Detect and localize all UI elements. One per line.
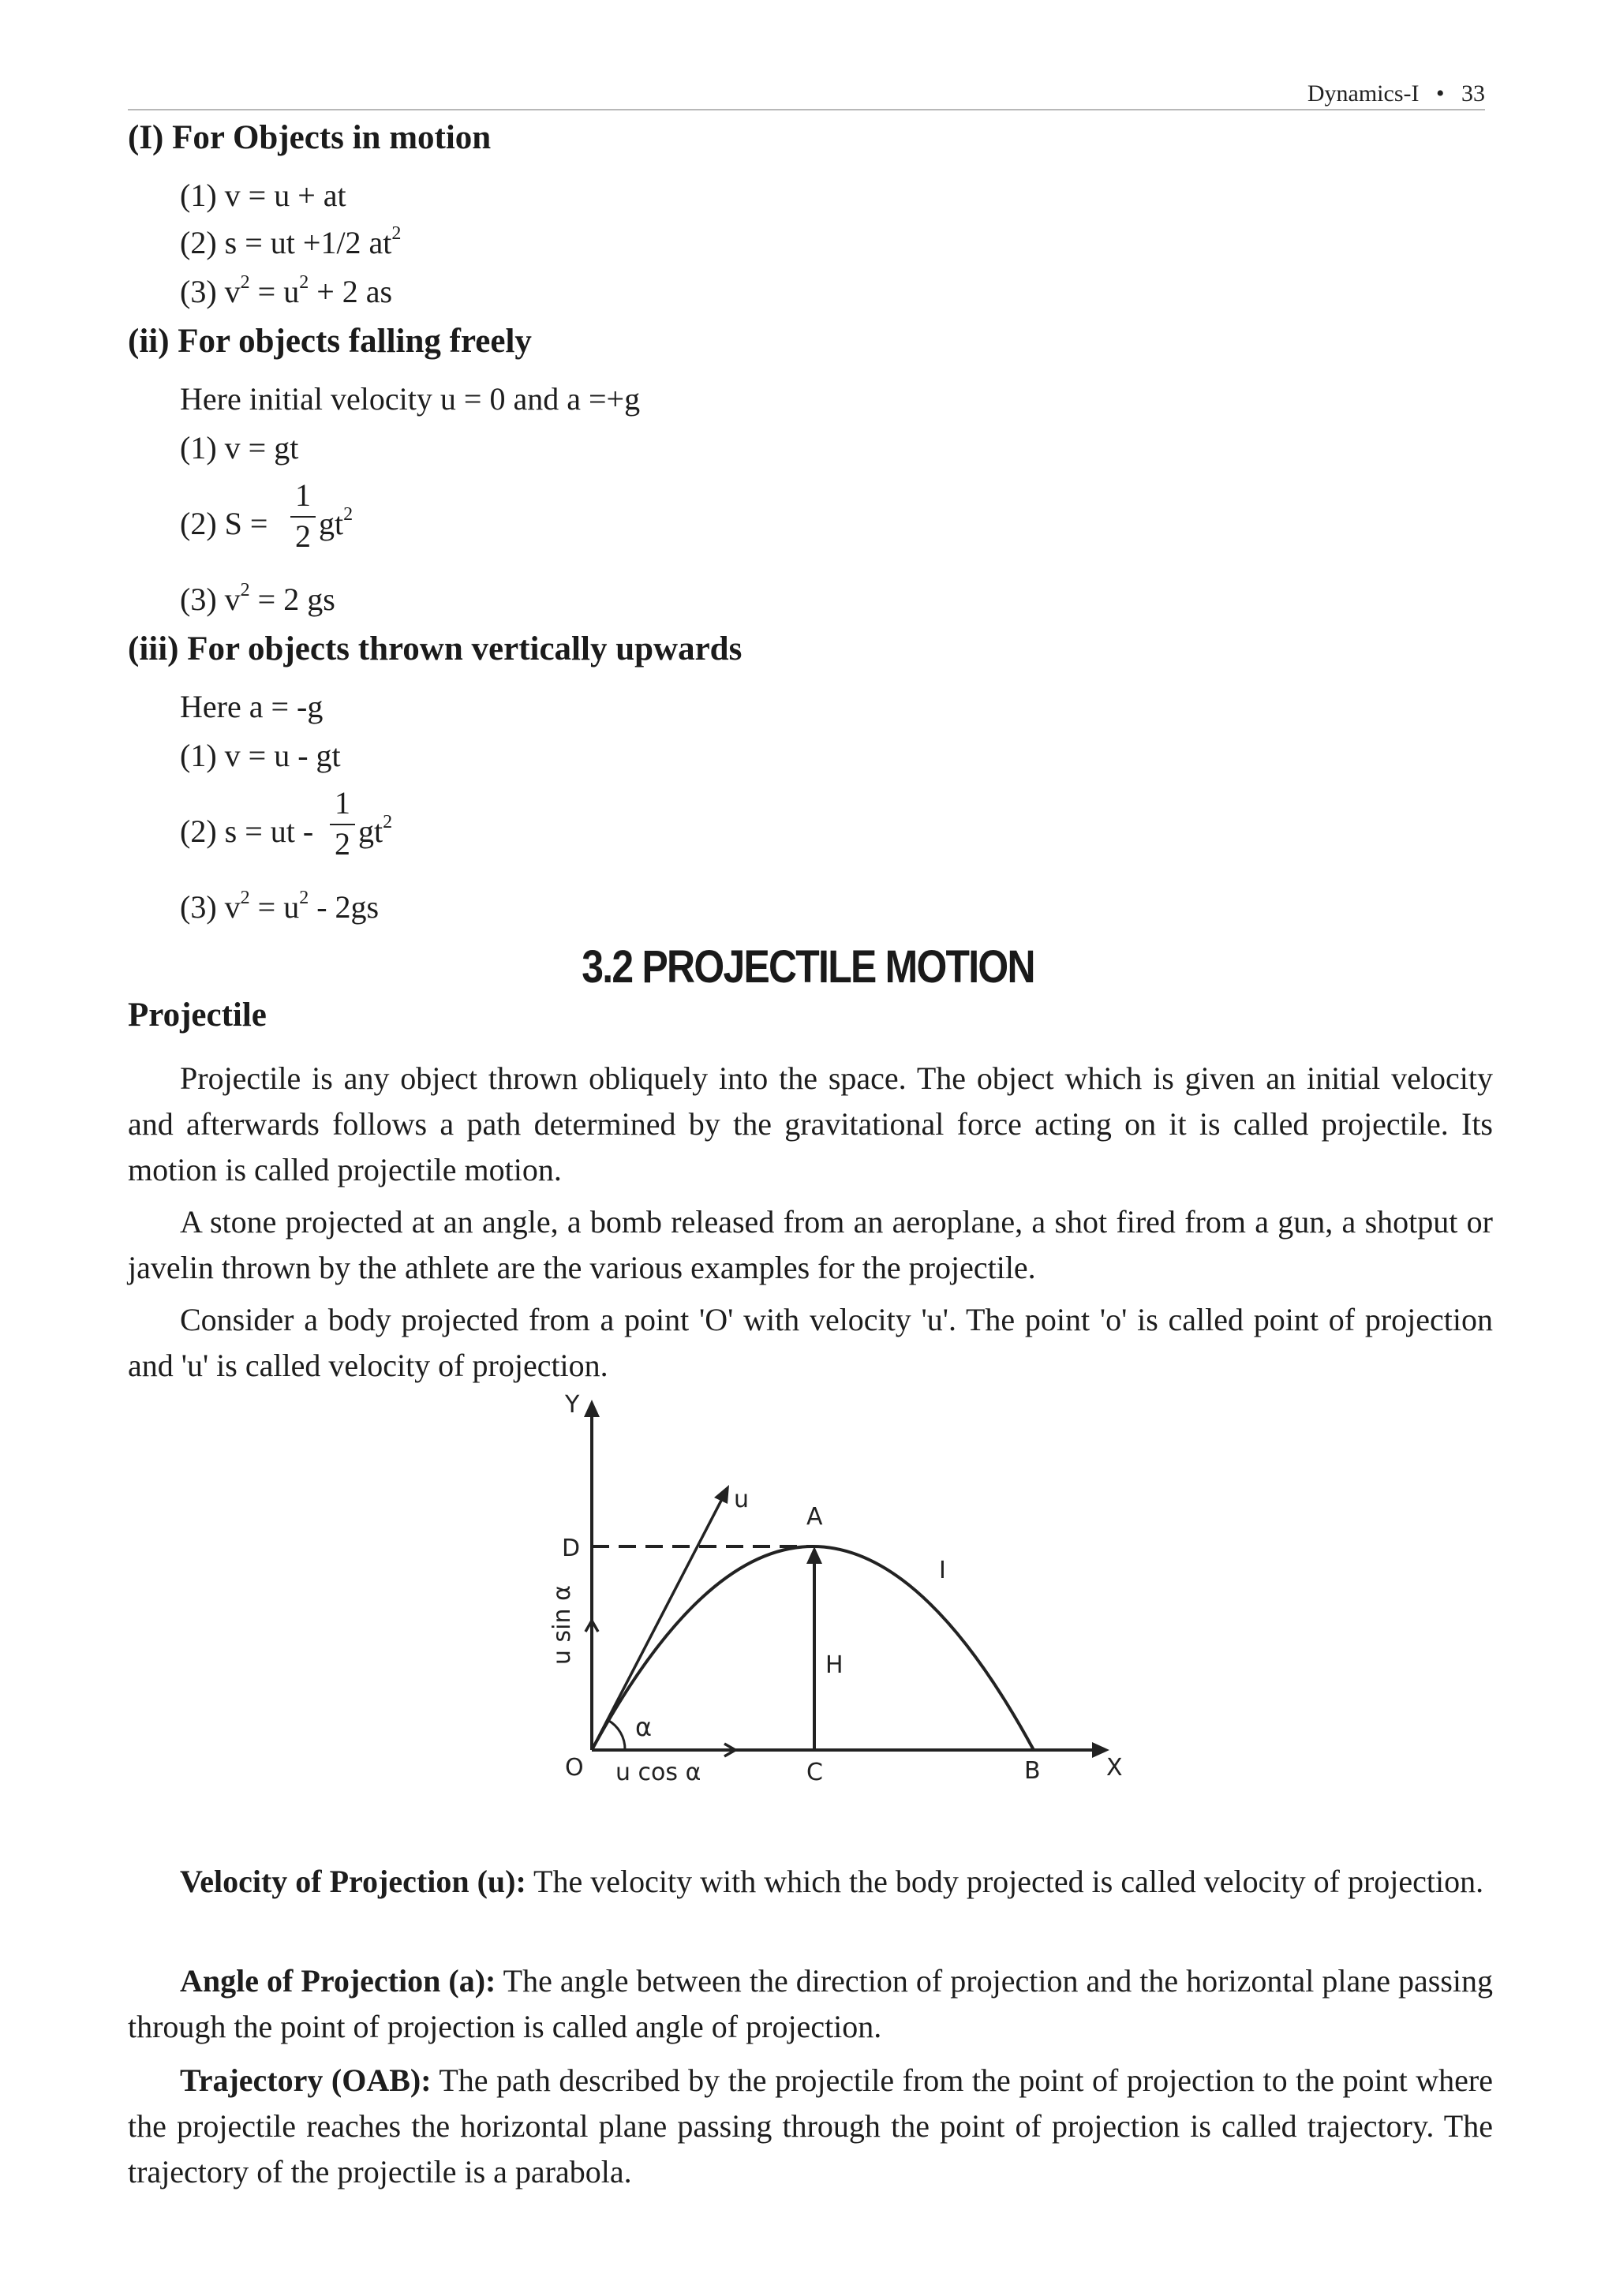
label-c: C xyxy=(806,1759,823,1786)
thrown-up-gt2: $gt^2$ xyxy=(358,812,393,849)
paragraph-point-of-projection: Consider a body projected from a point 'O' with velocity 'u'. The point 'o' is called point of projection and 'u' is called velocity of projection. xyxy=(128,1302,1493,1383)
free-fall-equation-3: (3) $v^2 = 2$ gs xyxy=(180,580,335,617)
free-fall-intro: Here initial velocity u = 0 and a =+g xyxy=(180,381,641,417)
thrown-up-intro: Here a = -g xyxy=(180,689,324,724)
label-o: O xyxy=(565,1754,584,1782)
paragraph-projectile-examples: A stone projected at an angle, a bomb released from an aeroplane, a shot fired from a gun, a shotput or javelin thrown by the athlete are the various examples for the projectile. xyxy=(128,1204,1493,1285)
running-head-text xyxy=(1296,80,1485,107)
label-i: I xyxy=(939,1557,946,1584)
label-u: u xyxy=(734,1486,750,1513)
heading-falling-freely: (ii) For objects falling freely xyxy=(128,323,532,360)
definition-trajectory: Trajectory (OAB): The path described by the projectile from the point of projection to the point where the projectile reaches the horizontal plane passing through the point of projection is called trajectory. The trajectory of the projectile is a parabola. xyxy=(128,2062,1493,2189)
free-fall-gt2: $gt^2$ xyxy=(319,504,354,541)
angle-arc xyxy=(608,1720,625,1750)
label-x: X xyxy=(1106,1754,1123,1782)
projectile-diagram xyxy=(521,1389,1136,1799)
definition-angle-of-projection: Angle of Projection (a): The angle between the direction of projection and the horizontal plane passing through the point of projection is called angle of projection. xyxy=(128,1963,1494,2044)
thrown-up-equation-1: (1) v = u - gt xyxy=(180,738,341,773)
equation-2: (2) s = ut +1/2 $at^2$ xyxy=(180,223,402,260)
thrown-up-equation-2: (2) s = ut - xyxy=(180,813,314,849)
label-d: D xyxy=(562,1535,581,1562)
label-h: H xyxy=(825,1651,844,1679)
thrown-up-equation-3: (3) $v^2 = u^2 - 2gs$ xyxy=(180,888,380,925)
label-a: A xyxy=(806,1503,823,1531)
separator-bullet: • xyxy=(1435,80,1445,107)
fraction-one-half: $\frac{1}{2}$ xyxy=(290,478,316,554)
label-u-sin: u sin α xyxy=(548,1585,576,1665)
fraction-one-half: $\frac{1}{2}$ xyxy=(330,786,355,862)
free-fall-equation-1: (1) v = gt xyxy=(180,430,299,466)
label-u-cos: u cos α xyxy=(615,1759,701,1786)
paragraph-projectile-definition: Projectile is any object thrown obliquely into the space. The object which is given an initial velocity and afterwards follows a path determined by the gravitational force acting on it is called projectile. Its motion is called projectile motion. xyxy=(128,1060,1493,1187)
page-number: 33 xyxy=(1461,80,1485,107)
heading-objects-in-motion: (I) For Objects in motion xyxy=(128,119,492,156)
label-b: B xyxy=(1024,1757,1041,1785)
equation-3: (3) $v^2 = u^2 + 2$ as xyxy=(180,272,393,309)
equation-1: (1) v = u + at xyxy=(180,178,346,213)
label-y: Y xyxy=(565,1391,580,1419)
free-fall-equation-2: (2) S = xyxy=(180,506,268,541)
running-head xyxy=(128,77,1485,110)
chapter-title: Dynamics-I xyxy=(1307,80,1420,107)
definition-velocity-of-projection: Velocity of Projection (u): The velocity with which the body projected is called velocity of projection. xyxy=(180,1864,1484,1899)
label-alpha: α xyxy=(635,1712,653,1742)
velocity-vector-arrowhead xyxy=(714,1485,729,1504)
heading-thrown-upwards: (iii) For objects thrown vertically upwards xyxy=(128,630,743,667)
section-title: 3.2 PROJECTILE MOTION xyxy=(582,941,1034,993)
heading-projectile: Projectile xyxy=(128,997,267,1034)
y-axis-arrowhead xyxy=(584,1400,600,1417)
height-arrowhead xyxy=(806,1546,822,1564)
velocity-vector-line xyxy=(592,1498,723,1750)
